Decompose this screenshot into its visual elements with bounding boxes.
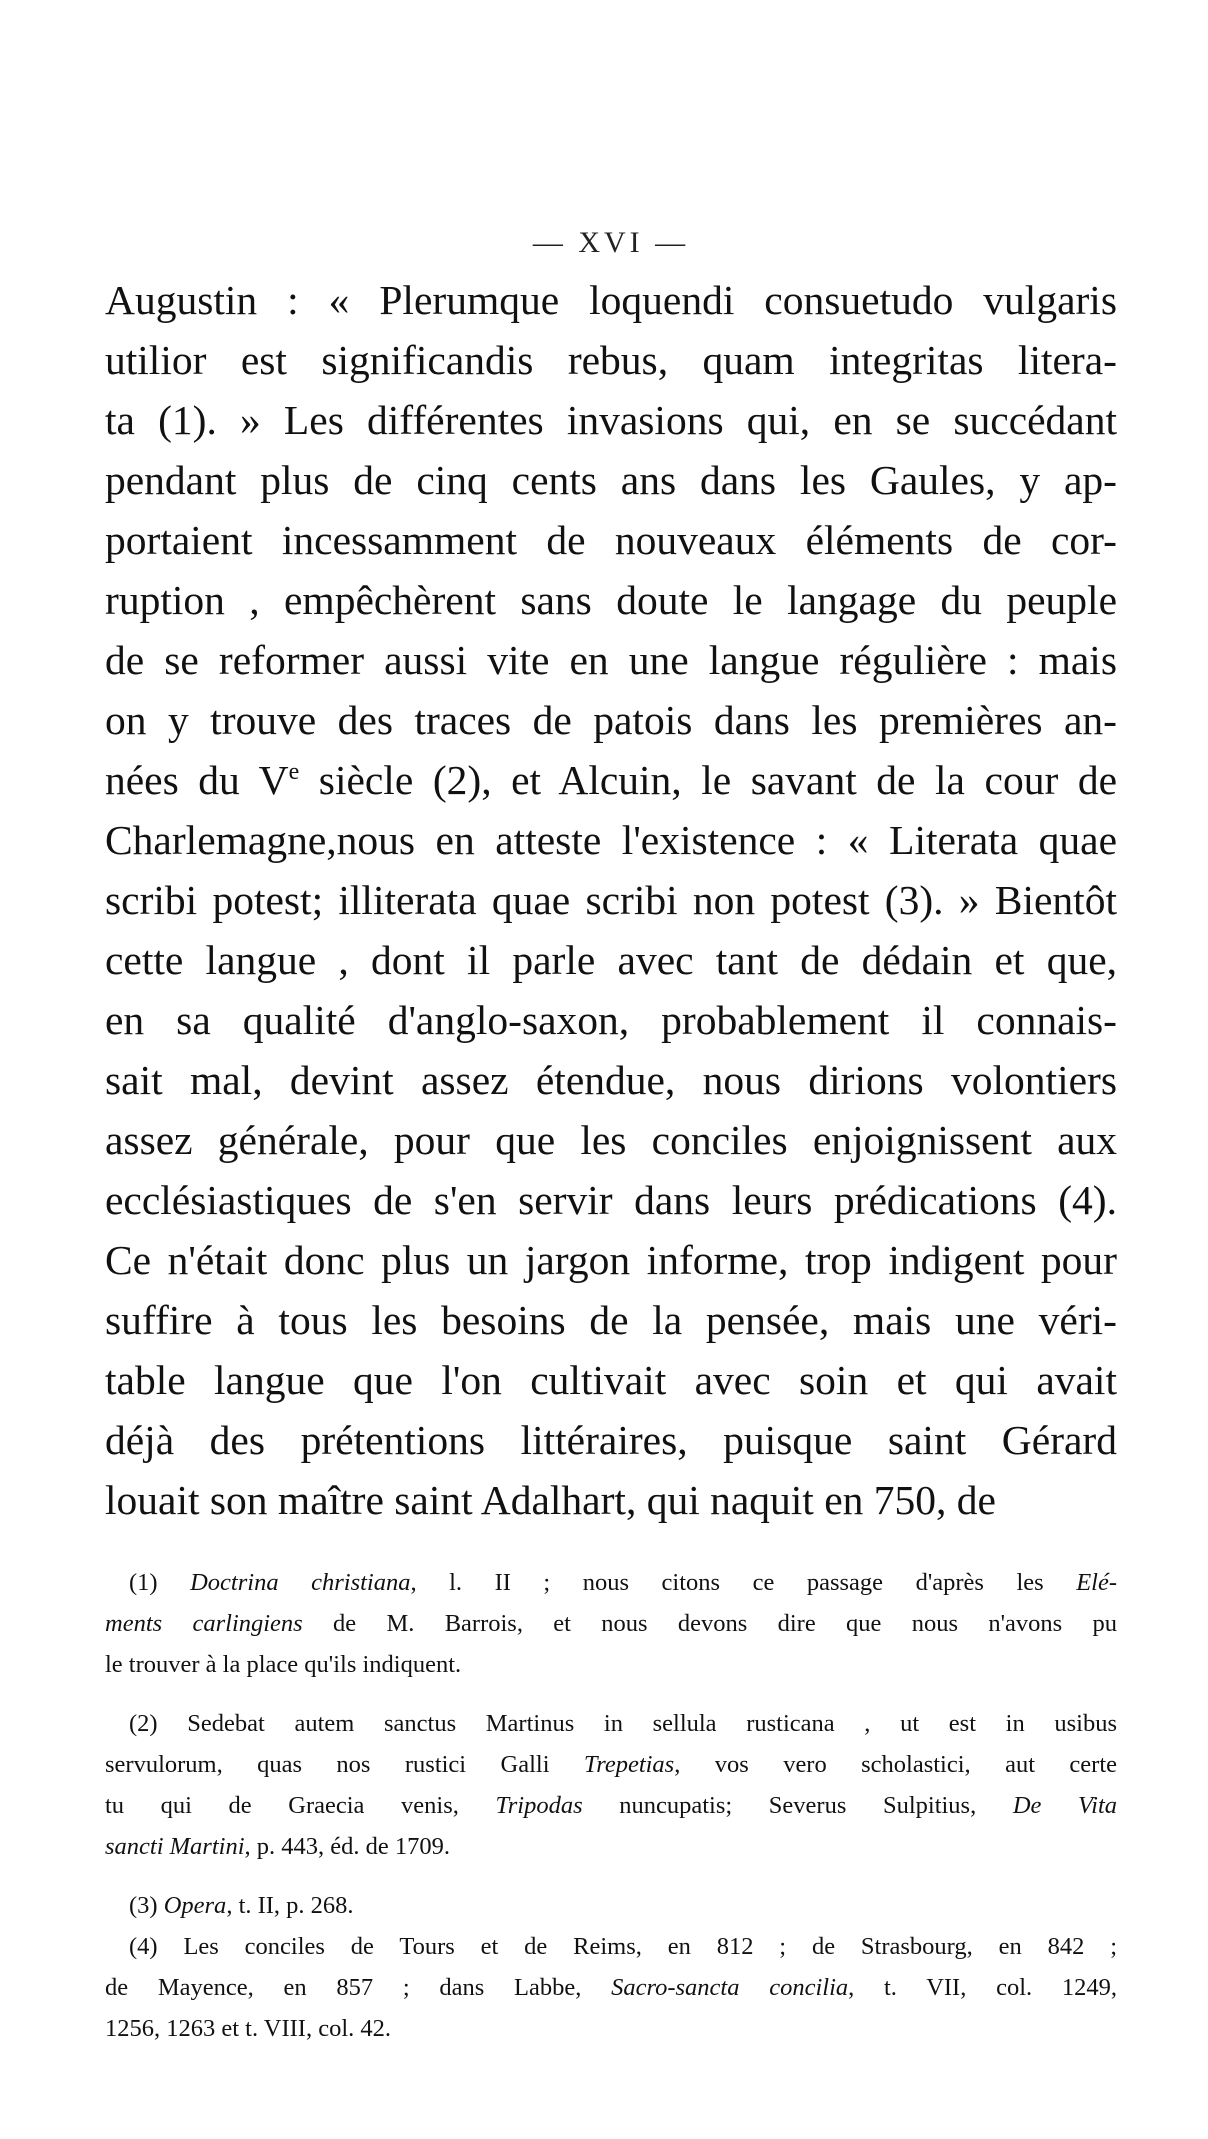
body-line: table langue que l'on cultivait avec soin et qui avait: [105, 1357, 1117, 1403]
footnote-title: Opera: [163, 1892, 227, 1919]
body-line: déjà des prétentions littéraires, puisque saint Gérard: [105, 1417, 1117, 1463]
footnote-1: [105, 1562, 1117, 1685]
footnote-line: [105, 1885, 1117, 1926]
footnote-line: [105, 1785, 1117, 1826]
body-line: assez générale, pour que les conciles enjoignissent aux: [105, 1117, 1117, 1163]
body-line: [105, 750, 1117, 810]
body-line: de se reformer aussi vite en une langue régulière : mais: [105, 637, 1117, 683]
footnote-line: le trouver à la place qu'ils indiquent.: [105, 1651, 462, 1678]
footnote-title: Sacro-sancta concilia: [611, 1974, 849, 2001]
body-line: Ce n'était donc plus un jargon informe, trop indigent pour: [105, 1237, 1117, 1283]
footnote-line: [105, 1926, 1117, 1967]
footnote-line: 1256, 1263 et t. VIII, col. 42.: [105, 2015, 392, 2042]
footnote-mark: (4): [129, 1933, 158, 1960]
footnote-3: [105, 1885, 1117, 1926]
footnote-text: , vos vero scholastici, aut certe: [674, 1751, 1117, 1778]
body-line: ruption , empêchèrent sans doute le langage du peuple: [105, 577, 1117, 623]
footnote-text: de Mayence, en 857 ; dans Labbe,: [105, 1974, 582, 2001]
body-line: utilior est significandis rebus, quam integritas litera-: [105, 337, 1117, 383]
body-line: on y trouve des traces de patois dans les premières an-: [105, 697, 1117, 743]
body-line: suffire à tous les besoins de la pensée, mais une véri-: [105, 1297, 1117, 1343]
body-line-start: nées du V: [105, 757, 289, 803]
century-superscript: e: [288, 759, 300, 786]
footnote-text: servulorum, quas nos rustici Galli: [105, 1751, 550, 1778]
footnote-title: ments carlingiens: [105, 1610, 303, 1637]
footnote-text: Sedebat autem sanctus Martinus in sellula rusticana , ut est in usibus: [187, 1710, 1118, 1737]
footnote-text: , t. II, p. 268.: [226, 1892, 354, 1919]
footnote-line: [105, 1967, 1117, 2008]
body-line: en sa qualité d'anglo-saxon, probablement il connais-: [105, 997, 1117, 1043]
footnote-title: De Vita: [1012, 1792, 1118, 1819]
footnote-text: , t. VII, col. 1249,: [848, 1974, 1117, 2001]
footnote-line: [105, 1603, 1117, 1644]
footnote-line: [105, 1744, 1117, 1785]
footnote-title: Doctrina christiana: [190, 1569, 411, 1596]
body-line: ecclésiastiques de s'en servir dans leurs prédications (4).: [105, 1177, 1117, 1223]
page-number: — XVI —: [532, 226, 690, 259]
body-line: pendant plus de cinq cents ans dans les Gaules, y ap-: [105, 457, 1117, 503]
footnote-line: [105, 1562, 1117, 1603]
footnote-title: Trepetias: [583, 1751, 675, 1778]
footnote-text: de M. Barrois, et nous devons dire que nous n'avons pu: [302, 1610, 1117, 1637]
body-line: scribi potest; illiterata quae scribi non potest (3). » Bientôt: [105, 877, 1117, 923]
footnote-title: sancti Martini: [105, 1833, 245, 1860]
footnote-text: tu qui de Graecia venis,: [105, 1792, 459, 1819]
footnote-line: [105, 1703, 1117, 1744]
footnote-mark: (3): [129, 1892, 158, 1919]
footnote-text: , p. 443, éd. de 1709.: [244, 1833, 451, 1860]
body-line: Charlemagne,nous en atteste l'existence : « Literata quae: [105, 817, 1117, 863]
footnote-text: , l. II ; nous citons ce passage d'après les: [410, 1569, 1044, 1596]
footnotes: [105, 1562, 1117, 2049]
footnote-text: Les conciles de Tours et de Reims, en 812 ; de Strasbourg, en 842 ;: [183, 1933, 1117, 1960]
body-line: cette langue , dont il parle avec tant de dédain et que,: [105, 937, 1117, 983]
body-line: louait son maître saint Adalhart, qui naquit en 750, de: [105, 1477, 996, 1523]
body-line: Augustin : « Plerumque loquendi consuetudo vulgaris: [105, 277, 1117, 323]
body-line: sait mal, devint assez étendue, nous dirions volontiers: [105, 1057, 1117, 1103]
footnote-title: Tripodas: [495, 1792, 583, 1819]
footnote-text: nuncupatis; Severus Sulpitius,: [582, 1792, 977, 1819]
footnote-2: [105, 1703, 1117, 1867]
body-text: [105, 270, 1117, 1530]
footnote-mark: (1): [129, 1569, 158, 1596]
footnote-mark: (2): [129, 1710, 158, 1737]
body-line: ta (1). » Les différentes invasions qui, en se succédant: [105, 397, 1117, 443]
body-line-rest: siècle (2), et Alcuin, le savant de la cour de: [299, 757, 1117, 803]
book-page: [105, 0, 1117, 2139]
footnote-title: Elé-: [1076, 1569, 1118, 1596]
footnote-line: [105, 1826, 1117, 1867]
footnote-4: [105, 1926, 1117, 2049]
body-line: portaient incessamment de nouveaux éléments de cor-: [105, 517, 1117, 563]
